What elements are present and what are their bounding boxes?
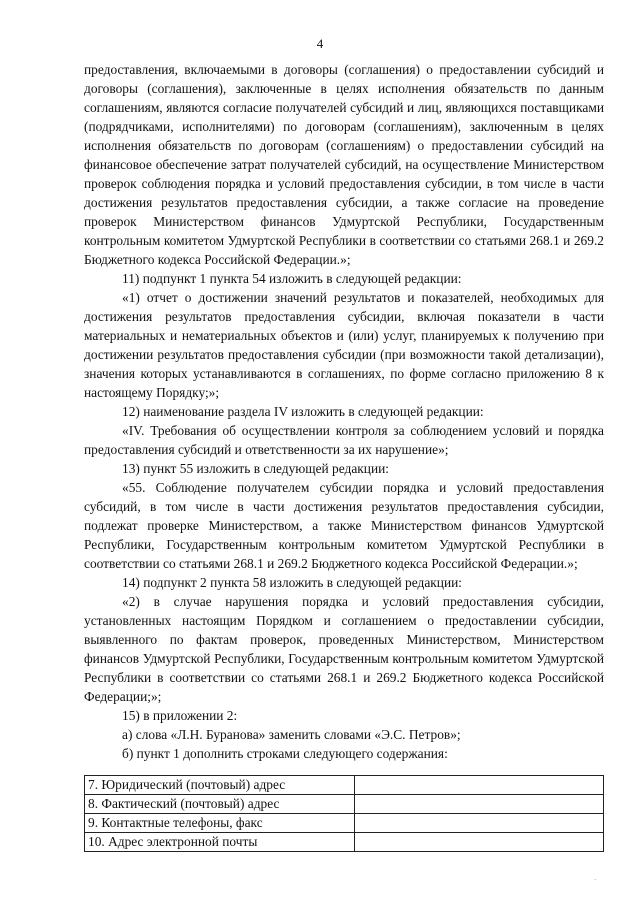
paragraph: предоставления, включаемыми в договоры (соглашения) о предоставлении субсидий и договоры (соглашения), заключенные в целях исполнения обязательств по данным соглашениям, являются согласие получателей субсидий и лиц, являющихся поставщиками (подрядчиками, исполнителями) по договорам (соглашениям), заключенным в целях исполнения обязательств по договорам (соглашениям) о предоставлении субсидий на финансовое обеспечение затрат получателей субсидий, на осуществление Министерством проверок соблюдения порядка и условий предоставления субсидии, в том числе в части достижения результатов предоставления субсидии, а также согласие на проведение проверок Министерством финансов Удмуртской Республики, Государственным контрольным комитетом Удмуртской Республики в соответствии со статьями 268.1 и 269.2 Бюджетного кодекса Российской Федерации.»;: [84, 62, 604, 267]
table-cell-label: 10. Адрес электронной почты: [85, 833, 355, 852]
table-cell-label: 8. Фактический (почтовый) адрес: [85, 795, 355, 814]
table-cell-value: [355, 833, 604, 852]
table-cell-value: [355, 776, 604, 795]
table-row: [85, 814, 604, 833]
table-cell-value: [355, 795, 604, 814]
paragraph: 12) наименование раздела IV изложить в следующей редакции:: [122, 404, 484, 419]
paragraph: 13) пункт 55 изложить в следующей редакции:: [122, 461, 390, 476]
paragraph: а) слова «Л.Н. Буранова» заменить словами «Э.С. Петров»;: [122, 727, 461, 742]
table-row: [85, 833, 604, 852]
document-body: [84, 60, 604, 763]
requisites-table: [84, 775, 604, 852]
table-cell-label: 9. Контактные телефоны, факс: [85, 814, 355, 833]
table-cell-value: [355, 814, 604, 833]
paragraph: «2) в случае нарушения порядка и условий предоставления субсидии, установленных настоящим Порядком и соглашением о предоставлении субсидии, выявленного по фактам проверок, проведенных Министерством, Министерством финансов Удмуртской Республики, Государственным контрольным комитетом Удмуртской Республики в соответствии со статьями 268.1 и 269.2 Бюджетного кодекса Российской Федерации;»;: [84, 594, 604, 704]
paragraph: «IV. Требования об осуществлении контроля за соблюдением условий и порядка предоставления субсидий и ответственности за их нарушение»;: [84, 423, 604, 457]
paragraph: 15) в приложении 2:: [122, 708, 238, 723]
scan-mark: ·: [594, 876, 597, 884]
table-cell-label: 7. Юридический (почтовый) адрес: [85, 776, 355, 795]
paragraph: 14) подпункт 2 пункта 58 изложить в следующей редакции:: [122, 575, 462, 590]
page-number: 4: [316, 36, 324, 51]
table-row: [85, 795, 604, 814]
paragraph: 11) подпункт 1 пункта 54 изложить в следующей редакции:: [122, 271, 462, 286]
paragraph: б) пункт 1 дополнить строками следующего содержания:: [122, 746, 448, 761]
table-row: [85, 776, 604, 795]
paragraph: «1) отчет о достижении значений результатов и показателей, необходимых для достижения результатов предоставления субсидии, включая показатели в части материальных и нематериальных объектов и (или) услуг, планируемых к получению при достижении результатов предоставления субсидии (при возможности такой детализации), значения которых устанавливаются в соглашениях, по форме согласно приложению 8 к настоящему Порядку;»;: [84, 290, 604, 400]
paragraph: «55. Соблюдение получателем субсидии порядка и условий предоставления субсидий, в том числе в части достижения результатов предоставления субсидии, подлежат проверке Министерством, а также Министерством финансов Удмуртской Республики, Государственным контрольным комитетом Удмуртской Республики в соответствии со статьями 268.1 и 269.2 Бюджетного кодекса Российской Федерации.»;: [84, 480, 604, 571]
